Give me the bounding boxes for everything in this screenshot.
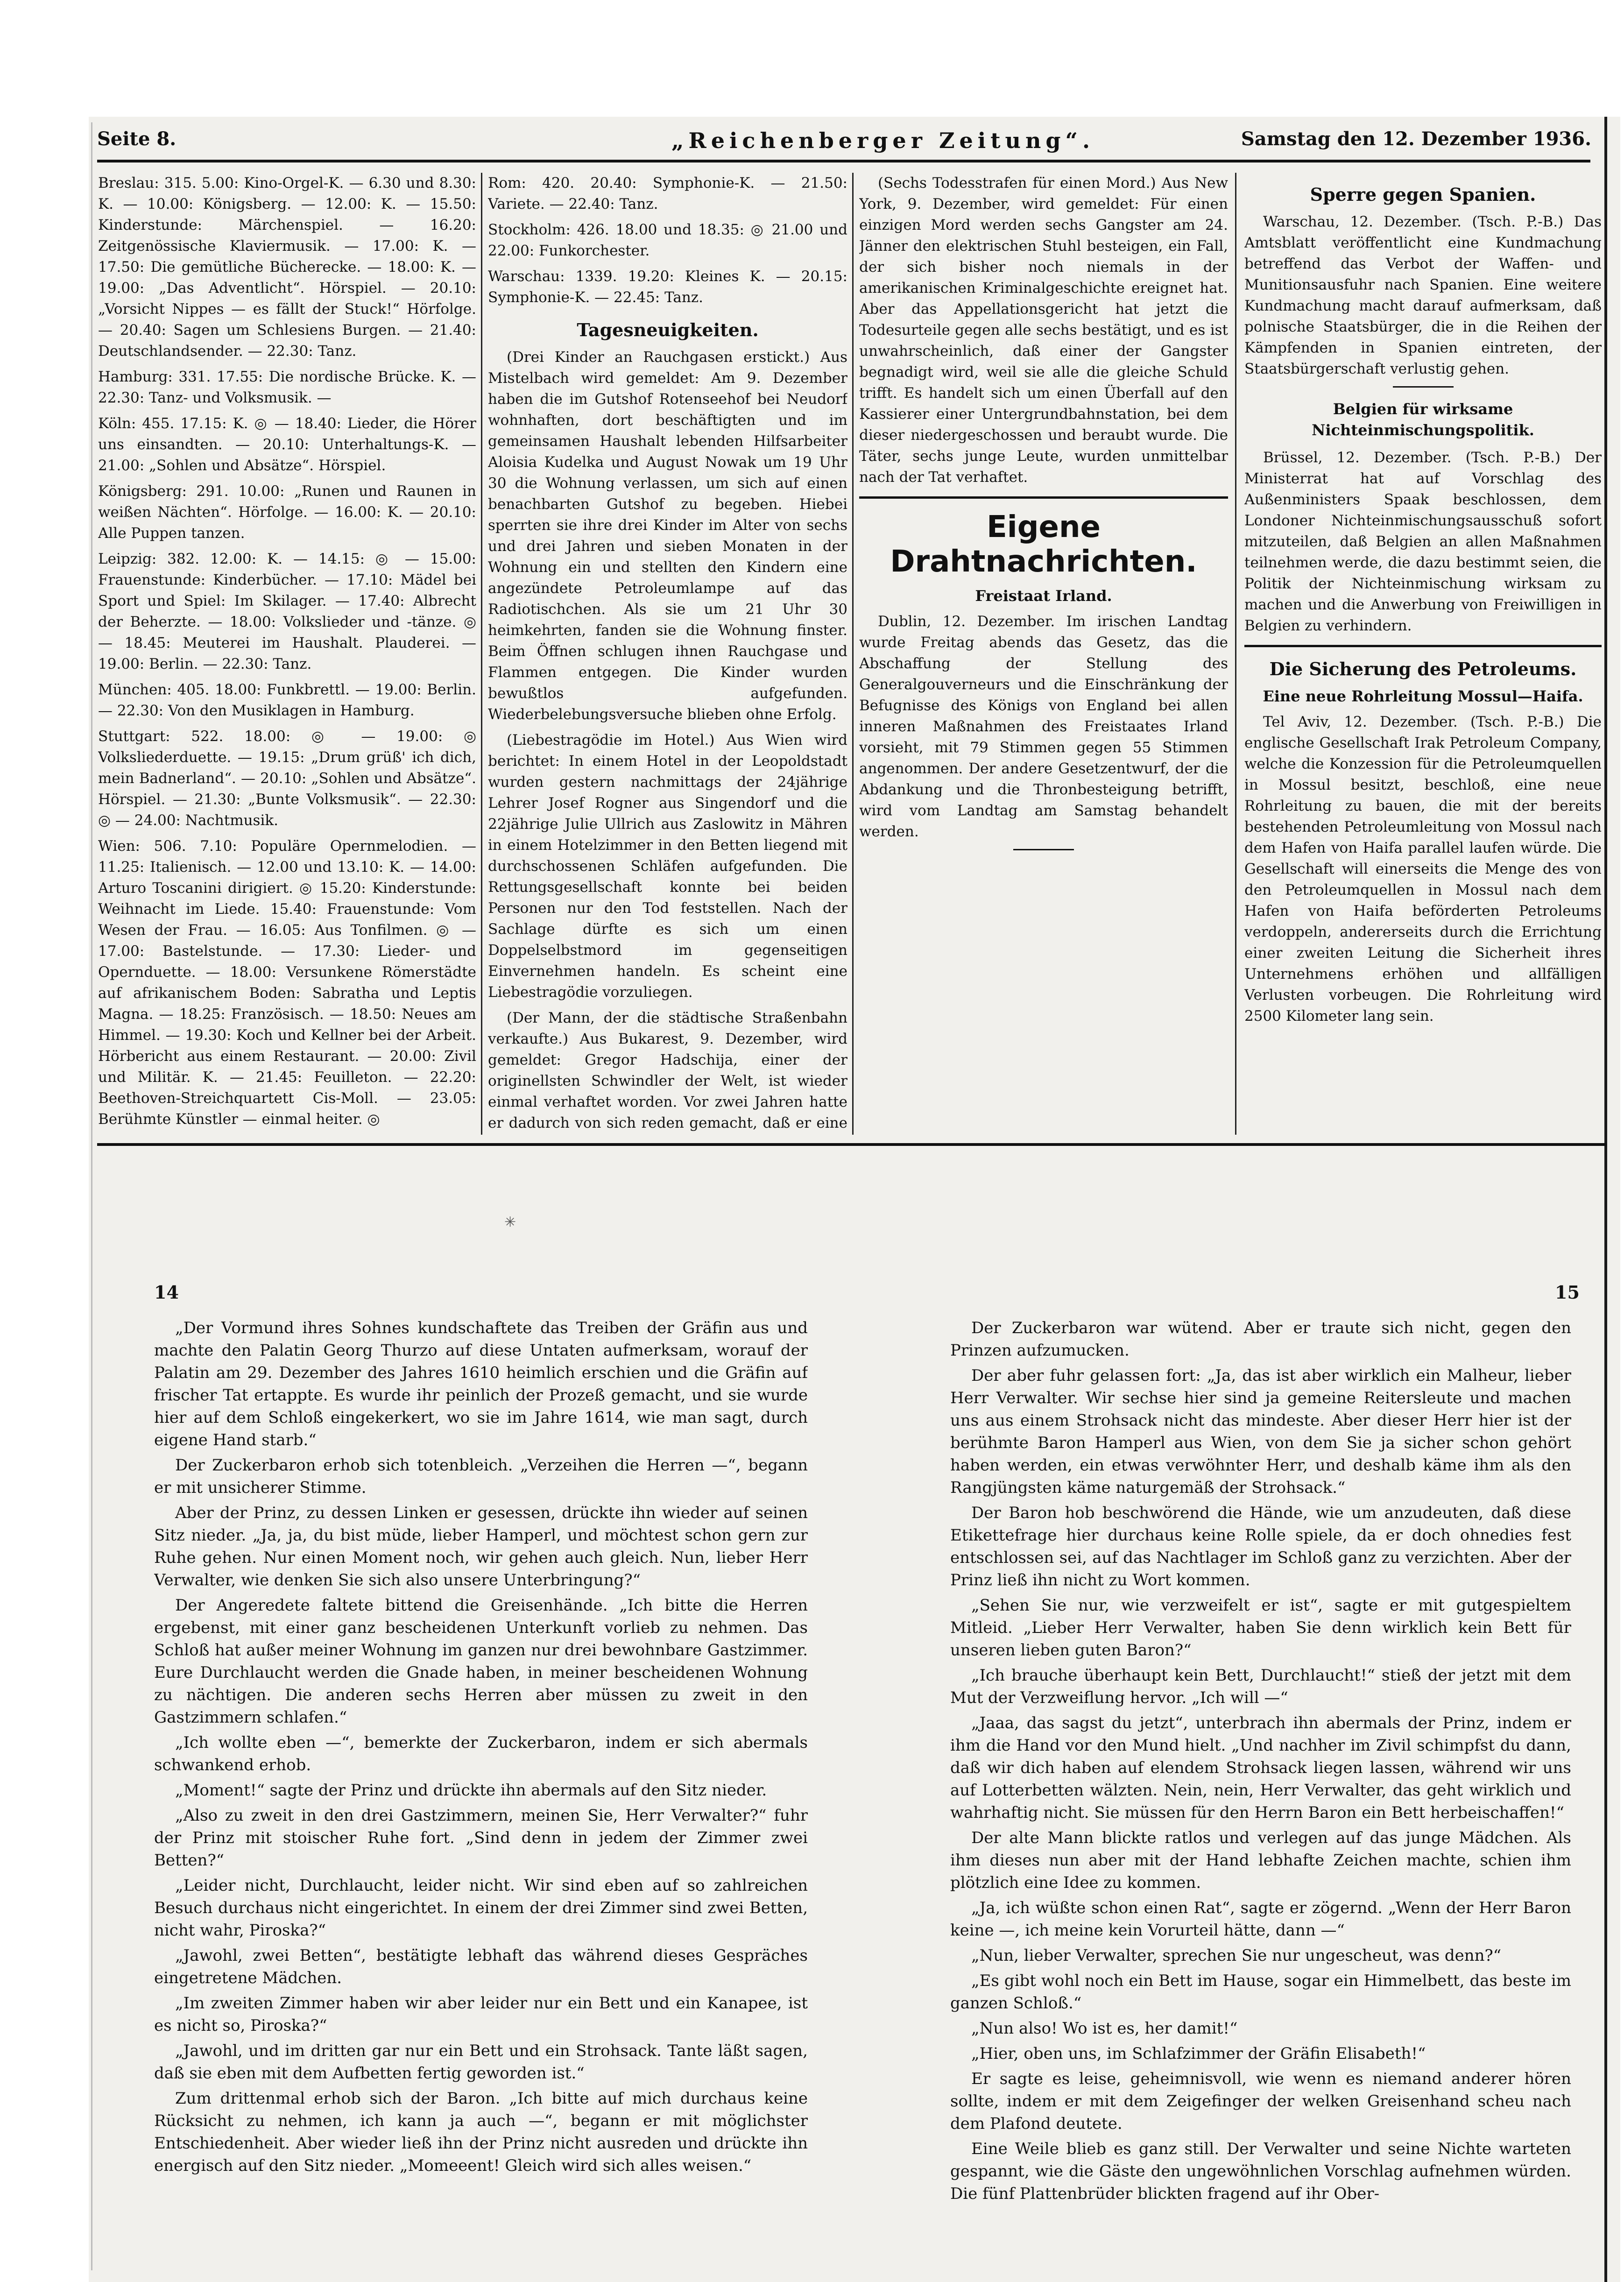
- radio-entry: Stuttgart: 522. 18.00: ◎ — 19.00: ◎ Volksliederduette. — 19.15: „Drum grüß' ich dich, mein Badnerland“. — 20.10: „Sohlen und Absätze“. Hörspiel. — 21.30: „Bunte Volksmusik“. — 22.30: ◎ — 24.00: Nachtmusik.: [98, 728, 476, 829]
- novel-paragraph: Eine Weile blieb es ganz still. Der Verwalter und seine Nichte warteten gespannt, wie die Gäste den ungewöhnlichen Vorschlag aufnehmen würden. Die fünf Plattenbrüder blickten fragend auf ihr Ober-: [950, 2140, 1571, 2203]
- novel-paragraph: „Nun also! Wo ist es, her damit!“: [971, 2019, 1238, 2038]
- oil-text: Tel Aviv, 12. Dezember. (Tsch. P.-B.) Die englische Gesellschaft Irak Petroleum Company, welche die Konzession für die Petroleumquellen in Mossul besitzt, beschloß, eine neue Rohrleitung zu bauen, die mit der bereits bestehenden Petroleumleitung von Mossul nach dem Hafen von Haifa parallel laufen würde. Die Gesellschaft will einerseits die Menge des von den Petroleumquellen in Mossul nach dem Hafen von Haifa beförderten Petroleums verdoppeln, andererseits durch die Errichtung einer zweiten Leitung die Sicherheit ihres Unternehmens erhöhen und allfälligen Verlusten vorbeugen. Die Rohrleitung wird 2500 Kilometer lang sein.: [1244, 714, 1602, 1024]
- spain-heading: Sperre gegen Spanien.: [1310, 184, 1536, 205]
- page-edge-right: [1604, 117, 1607, 2282]
- page-divider: [97, 1143, 1606, 1146]
- masthead: [97, 126, 1591, 159]
- radio-entry: Wien: 506. 7.10: Populäre Opernmelodien. — 11.25: Italienisch. — 12.00 und 13.10: K. — 14.00: Arturo Toscanini dirigiert. ◎ 15.20: Kinderstunde: Weihnacht im Liede. 15.40: Frauenstunde: Vom Wesen der Frau. — 16.05: Aus Tonfilmen. ◎ — 17.00: Bastelstunde. — 17.30: Lieder- und Opernduette. — 18.00: Versunkene Römerstädte auf afrikanischem Boden: Sabratha und Leptis Magna. — 18.25: Französisch. — 18.50: Neues am Himmel. — 19.30: Koch und Kellner bei der Arbeit. Hörbericht aus einem Restaurant. — 20.00: Zivil und Militär. K. — 21.45: Feuilleton. — 22.20: Beethoven-Streichquartett Cis-Moll. — 23.05: Berühmte Künstler — einmal heiter. ◎: [98, 838, 476, 1128]
- radio-entry: Rom: 420. 20.40: Symphonie-K. — 21.50: Variete. — 22.40: Tanz.: [488, 175, 847, 212]
- wire-news-text: Dublin, 12. Dezember. Im irischen Landtag wurde Freitag abends das Gesetz, das die Abschaffung der Stellung des Generalgouverneurs und die Einschränkung der Befugnisse des Königs von England bei allen inneren Maßnahmen des Freistaates Irland vorsieht, mit 79 Stimmen gegen 55 Stimmen angenommen. Der andere Gesetzentwurf, der die Abdankung und die Thronbesteigung betrifft, wird vom Landtag am Samstag behandelt werden.: [859, 613, 1228, 840]
- end-rule: [1013, 849, 1074, 850]
- novel-paragraph: „Nun, lieber Verwalter, sprechen Sie nur ungescheut, was denn?“: [971, 1946, 1502, 1965]
- novel-paragraph: „Der Vormund ihres Sohnes kundschaftete das Treiben der Gräfin aus und machte den Palatin Georg Thurzo auf diese Untaten aufmerksam, worauf der Palatin am 29. Dezember des Jahres 1610 heimlich erschien und die Gräfin auf frischer Tat ertappte. Es wurde ihr peinlich der Prozeß gemacht, und sie wurde hier auf dem Schloß eingekerkert, wo sie im Jahre 1614, wie man sagt, durch eigene Hand starb.“: [154, 1319, 808, 1449]
- radio-entry: Breslau: 315. 5.00: Kino-Orgel-K. — 6.30 und 8.30: K. — 10.00: Königsberg. — 12.00: K. — 15.50: Kinderstunde: Märchenspiel. — 16.20: Zeitgenössische Klaviermusik. — 17.00: K. — 17.50: Die gemütliche Bücherecke. — 18.00: K. — 19.00: „Das Adventlicht“. Hörspiel. — 20.10: „Vorsicht Nippes — es fällt der Stuck!“ Hörfolge. — 20.40: Sagen um Schlesiens Burgen. — 21.40: Deutschlandsender. — 22.30: Tanz.: [98, 175, 476, 360]
- news-item: (Der Mann, der die städtische Straßenbahn verkaufte.) Aus Bukarest, 9. Dezember, wird gemeldet: Gregor Hadschija, einer der originellsten Schwindler der Welt, ist wieder einmal verhaftet worden. Vor zwei Jahren hatte er dadurch von sich reden gemacht, daß er eine: [488, 1010, 847, 1131]
- novel-left-page: [154, 1317, 808, 2255]
- section-rule: [859, 496, 1228, 499]
- novel-paragraph: „Jawohl, und im dritten gar nur ein Bett und ein Strohsack. Tante läßt sagen, daß sie eben mit dem Aufbetten fertig geworden ist.“: [154, 2042, 808, 2083]
- novel-paragraph: Der Baron hob beschwörend die Hände, wie um anzudeuten, daß diese Etikettefrage hier durchaus keine Rolle spiele, da er doch ohnedies fest entschlossen sei, auf das Nachtlager im Schloß ganz zu verzichten. Aber der Prinz ließ ihn nicht zu Wort kommen.: [950, 1504, 1571, 1590]
- belgium-text: Brüssel, 12. Dezember. (Tsch. P.-B.) Der Ministerrat hat auf Vorschlag des Außenministers Spaak beschlossen, dem Londoner Nichteinmischungsausschuß sofort mitzuteilen, daß Belgien an allen Maßnahmen teilnehmen werde, die dazu bestimmt seien, die Politik der Nichteinmischung wirksam zu machen und die Anwerbung von Freiwilligen in Belgien zu verhindern.: [1244, 449, 1602, 634]
- novel-paragraph: Der Zuckerbaron erhob sich totenbleich. „Verzeihen die Herren —“, begann er mit unsicherer Stimme.: [154, 1456, 808, 1497]
- date-line: Samstag den 12. Dezember 1936.: [1241, 128, 1591, 150]
- page-edge-left: [91, 122, 92, 2270]
- news-column-2: [859, 173, 1228, 1135]
- radio-entry: Hamburg: 331. 17.55: Die nordische Brücke. K. — 22.30: Tanz- und Volksmusik. —: [98, 368, 476, 406]
- novel-paragraph: „Moment!“ sagte der Prinz und drückte ihn abermals auf den Sitz nieder.: [175, 1781, 767, 1800]
- novel-paragraph: „Ich wollte eben —“, bemerkte der Zuckerbaron, indem er sich abermals schwankend erhob.: [154, 1733, 808, 1774]
- novel-paragraph: Der Zuckerbaron war wütend. Aber er traute sich nicht, gegen den Prinzen aufzumucken.: [950, 1319, 1571, 1360]
- radio-entry: Leipzig: 382. 12.00: K. — 14.15: ◎ — 15.00: Frauenstunde: Kinderbücher. — 17.10: Mädel bei Sport und Spiel: Im Skilager. — 17.40: Albrecht der Beherzte. — 18.00: Volkslieder und -tänze. ◎ — 18.45: Meuterei im Haushalt. Plauderei. — 19.00: Berlin. — 22.30: Tanz.: [98, 551, 476, 672]
- novel-paragraph: Er sagte es leise, geheimnisvoll, wie wenn es niemand anderer hören sollte, indem er mit dem Zeigefinger der welken Greisenhand scheu nach dem Plafond deutete.: [950, 2070, 1571, 2133]
- column-rule: [852, 173, 854, 1135]
- novel-paragraph: „Sehen Sie nur, wie verzweifelt er ist“, sagte er mit gutgespieltem Mitleid. „Lieber Herr Verwalter, haben Sie denn wirklich kein Bett für unseren lieben guten Baron?“: [950, 1596, 1571, 1660]
- politics-column: [1244, 173, 1602, 1135]
- section-rule: [1244, 645, 1602, 647]
- novel-paragraph: „Jawohl, zwei Betten“, bestätigte lebhaft das während dieses Gespräches eingetretene Mädchen.: [154, 1946, 808, 1987]
- novel-paragraph: „Ich brauche überhaupt kein Bett, Durchlaucht!“ stieß der jetzt mit dem Mut der Verzweiflung hervor. „Ich will —“: [950, 1666, 1571, 1707]
- novel-paragraph: „Es gibt wohl noch ein Bett im Hause, sogar ein Himmelbett, das beste im ganzen Schloß.“: [950, 1971, 1571, 2013]
- novel-paragraph: Aber der Prinz, zu dessen Linken er gesessen, drückte ihn wieder auf seinen Sitz nieder. „Ja, ja, du bist müde, lieber Hamperl, und möchtest schon gern zur Ruhe gehen. Nur einen Moment noch, wir gehen auch gleich. Nun, lieber Herr Verwalter, wie denken Sie sich also unsere Unterbringung?“: [154, 1504, 808, 1590]
- novel-page-number-left: 14: [154, 1282, 179, 1303]
- novel-paragraph: „Jaaa, das sagst du jetzt“, unterbrach ihn abermals der Prinz, indem er ihm die Hand vor den Mund hielt. „Und nachher im Zivil schimpfst du dann, daß wir dich haben auf elendem Strohsack liegen lassen, während wir uns auf Lotterbetten wälzten. Nein, nein, Herr Verwalter, das geht wirklich und wahrhaftig nicht. Sie müssen für den Herrn Baron ein Bett herbeischaffen!“: [950, 1714, 1571, 1822]
- novel-paragraph: „Ja, ich wüßte schon einen Rat“, sagte er zögernd. „Wenn der Herr Baron keine —, ich meine kein Vorurteil hätte, dann —“: [950, 1899, 1571, 1940]
- radio-entry: Königsberg: 291. 10.00: „Runen und Raunen in weißen Nächten“. Hörfolge. — 16.00: K. — 20.10: Alle Puppen tanzen.: [98, 483, 476, 542]
- novel-paragraph: Der Angeredete faltete bittend die Greisenhände. „Ich bitte die Herren ergebenst, mit einer ganz bescheidenen Unterkunft vorlieb zu nehmen. Das Schloß hat außer meiner Wohnung im ganzen nur drei bewohnbare Gastzimmer. Eure Durchlaucht werden die Gnade haben, in meiner bescheidenen Wohnung zu nächtigen. Die anderen sechs Herren aber müssen zu zweit in den Gastzimmern schlafen.“: [154, 1596, 808, 1727]
- masthead-rule: [97, 160, 1590, 162]
- page-label: Seite 8.: [97, 128, 177, 150]
- novel-page-number-right: 15: [1555, 1282, 1580, 1303]
- news-item: (Drei Kinder an Rauchgasen erstickt.) Aus Mistelbach wird gemeldet: Am 9. Dezember haben die im Gutshof Rotenseehof bei Neudorf wohnhaften, dort beschäftigten und im gemeinsamen Haushalt lebenden Hilfsarbeiter Aloisia Kudelka und August Nowak um 19 Uhr 30 die Wohnung verlassen, um sich auf einen benachbarten Gutshof zu begeben. Hiebei sperrten sie ihre drei Kinder im Alter von sechs und drei Jahren und sieben Monaten in der Wohnung ein und stellten den Kindern eine angezündete Petroleumlampe auf das Radiotischchen. Als sie um 21 Uhr 30 heimkehrten, fanden sie die Wohnung finster. Beim Öffnen schlugen ihnen Rauchgase und Flammen entgegen. Die Kinder wurden bewußtlos aufgefunden. Wiederbelebungsversuche blieben ohne Erfolg.: [488, 349, 847, 723]
- radio-entry: Köln: 455. 17.15: K. ◎ — 18.40: Lieder, die Hörer uns einsandten. — 20.10: Unterhaltungs-K. — 21.00: „Sohlen und Absätze“. Hörspiel.: [98, 415, 476, 474]
- novel-paragraph: Zum drittenmal erhob sich der Baron. „Ich bitte auf mich durchaus keine Rücksicht zu nehmen, ich kann ja auch —“, begann er mit möglichster Entschiedenheit. Aber wieder ließ ihn der Prinz nicht ausreden und drückte ihn energisch auf den Sitz nieder. „Momeeent! Gleich wird sich alles weisen.“: [154, 2089, 808, 2175]
- section-heading: Tagesneuigkeiten.: [577, 319, 759, 340]
- novel-paragraph: „Also zu zweit in den drei Gastzimmern, meinen Sie, Herr Verwalter?“ fuhr der Prinz mit stoischer Ruhe fort. „Sind denn in jedem der Zimmer zwei Betten?“: [154, 1806, 808, 1870]
- section-rule: [1393, 386, 1454, 388]
- novel-paragraph: „Leider nicht, Durchlaucht, leider nicht. Wir sind eben auf so zahlreichen Besuch durchaus nicht eingerichtet. In einem der drei Zimmer sind zwei Betten, nicht wahr, Piroska?“: [154, 1876, 808, 1940]
- oil-subheading: Eine neue Rohrleitung Mossul—Haifa.: [1263, 687, 1583, 705]
- novel-right-page: [950, 1317, 1571, 2255]
- novel-paragraph: Der alte Mann blickte ratlos und verlegen auf das junge Mädchen. Als ihm dieses nun aber mit der Hand lebhafte Zeichen machte, schien ihm plötzlich eine Idee zu kommen.: [950, 1829, 1571, 1892]
- news-item: (Sechs Todesstrafen für einen Mord.) Aus New York, 9. Dezember, wird gemeldet: Für einen einzigen Mord werden sechs Gangster am 24. Jänner den elektrischen Stuhl besteigen, ein Fall, der sich bisher noch niemals in der amerikanischen Kriminalgeschichte ereignet hat. Aber das Appellationsgericht hat jetzt die Todesurteile gegen alle sechs bestätigt, und es ist unwahrscheinlich, daß einer der Gangster begnadigt wird, weil sie alle die gleiche Schuld trifft. Es handelt sich um einen Überfall auf den Kassierer einer Untergrundbahnstation, bei dem dieser niedergeschossen und beraubt wurde. Die Täter, sechs junge Leute, wurden unmittelbar nach der Tat verhaftet.: [859, 175, 1228, 486]
- news-item: (Liebestragödie im Hotel.) Aus Wien wird berichtet: In einem Hotel in der Leopoldstadt wurden gestern nachmittags der 24jährige Lehrer Josef Rogner aus Singendorf und die 22jährige Julie Ullrich aus Zaslowitz in Mähren in einem Hotelzimmer in den Betten liegend mit durchschossenen Schläfen aufgefunden. Die Rettungsgesellschaft konnte bei beiden Personen nur den Tod feststellen. Nach der Sachlage dürfte es sich um einen Doppelselbstmord im gegenseitigen Einvernehmen handeln. Es scheint eine Liebestragödie vorzuliegen.: [488, 732, 847, 1001]
- radio-entry: München: 405. 18.00: Funkbrettl. — 19.00: Berlin. — 22.30: Von den Musiklagen in Hamburg.: [98, 681, 476, 719]
- newspaper-title: „Reichenberger Zeitung“.: [671, 128, 1095, 153]
- spain-text: Warschau, 12. Dezember. (Tsch. P.-B.) Das Amtsblatt veröffentlicht eine Kundmachung betreffend das Verbot der Waffen- und Munitionsausfuhr nach Spanien. Eine weitere Kundmachung macht darauf aufmerksam, daß polnische Staatsbürger, die in die Reihen der Kämpfenden in Spanien eintreten, der Staatsbürgerschaft verlustig gehen.: [1244, 213, 1602, 377]
- novel-paragraph: Der aber fuhr gelassen fort: „Ja, das ist aber wirklich ein Malheur, lieber Herr Verwalter. Wir sechse hier sind ja gemeine Reitersleute und machen uns aus einem Strohsack nicht das mindeste. Aber dieser Herr hier ist der berühmte Baron Hamperl aus Wien, von dem Sie ja sicher schon gehört haben werden, ein etwas verwöhnter Herr, und deshalb käme ihm als den Rangjüngsten käme naturgemäß der Strohsack.“: [950, 1366, 1571, 1497]
- novel-paragraph: „Hier, oben uns, im Schlafzimmer der Gräfin Elisabeth!“: [971, 2044, 1426, 2063]
- oil-heading: Die Sicherung des Petroleums.: [1269, 658, 1577, 679]
- column-rule: [481, 173, 482, 1135]
- news-column-1: [488, 173, 847, 1135]
- radio-program-column: [98, 173, 476, 1135]
- radio-entry: Warschau: 1339. 19.20: Kleines K. — 20.15: Symphonie-K. — 22.45: Tanz.: [488, 268, 847, 306]
- radio-entry: Stockholm: 426. 18.00 und 18.35: ◎ 21.00 und 22.00: Funkorchester.: [488, 221, 847, 259]
- wire-news-heading: Eigene Drahtnachrichten.: [890, 510, 1197, 579]
- wire-news-subheading: Freistaat Irland.: [975, 587, 1112, 605]
- novel-paragraph: „Im zweiten Zimmer haben wir aber leider nur ein Bett und ein Kanapee, ist es nicht so, Piroska?“: [154, 1994, 808, 2035]
- belgium-heading: Belgien für wirksame Nichteinmischungspolitik.: [1312, 400, 1534, 439]
- column-rule: [1235, 173, 1236, 1135]
- ornament-mark: ✳: [504, 1214, 516, 1230]
